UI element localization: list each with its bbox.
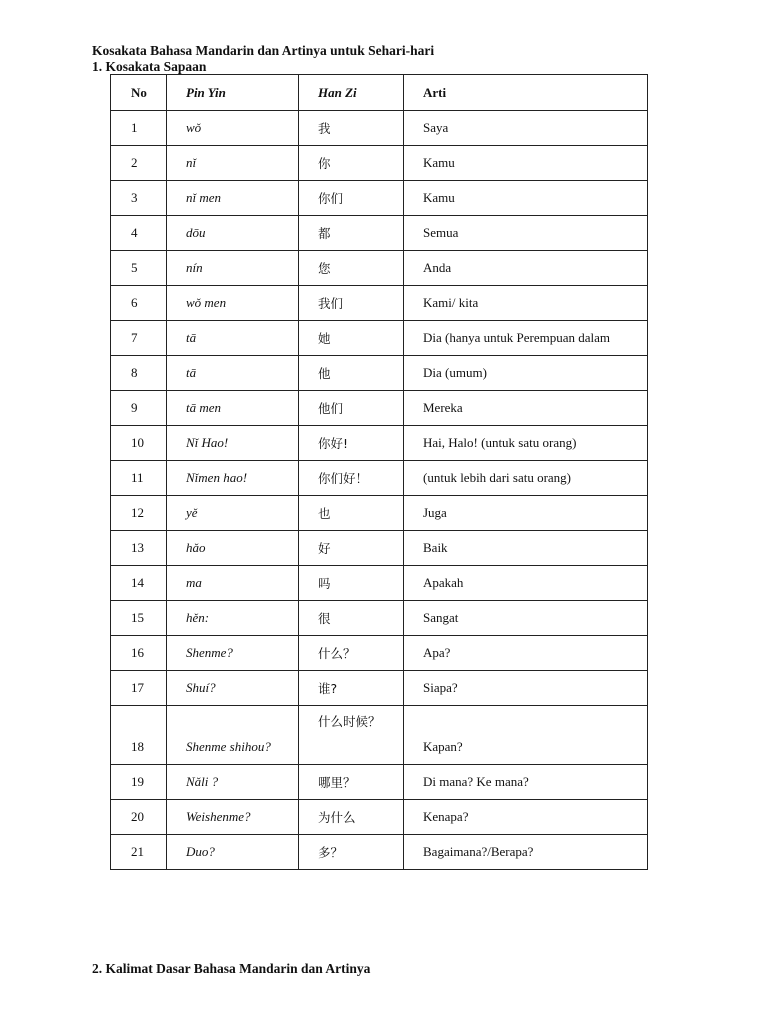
document-title: Kosakata Bahasa Mandarin dan Artinya untuk Sehari-hari — [92, 43, 435, 58]
cell-no: 4 — [111, 216, 167, 251]
cell-arti: Siapa? — [404, 671, 648, 706]
cell-pinyin: ma — [167, 566, 299, 601]
table-row — [111, 391, 648, 426]
cell-hanzi: 您 — [299, 251, 404, 286]
cell-arti: Di mana? Ke mana? — [404, 765, 648, 800]
table-row — [111, 286, 648, 321]
cell-arti: Bagaimana?/Berapa? — [404, 835, 648, 870]
column-header-pinyin: Pin Yin — [167, 75, 299, 111]
cell-no: 11 — [111, 461, 167, 496]
cell-no: 16 — [111, 636, 167, 671]
table-header-row — [111, 75, 648, 111]
cell-pinyin: wǒ — [167, 111, 299, 146]
table-row — [111, 706, 648, 765]
cell-no: 5 — [111, 251, 167, 286]
cell-hanzi: 谁? — [299, 671, 404, 706]
table-row — [111, 835, 648, 870]
cell-hanzi: 都 — [299, 216, 404, 251]
column-header-no: No — [111, 75, 167, 111]
cell-no: 10 — [111, 426, 167, 461]
cell-pinyin: tā — [167, 356, 299, 391]
cell-no: 19 — [111, 765, 167, 800]
cell-arti: Kamu — [404, 181, 648, 216]
cell-arti: Apa? — [404, 636, 648, 671]
cell-pinyin: tā men — [167, 391, 299, 426]
cell-arti: Mereka — [404, 391, 648, 426]
cell-hanzi: 吗 — [299, 566, 404, 601]
table-row — [111, 636, 648, 671]
cell-arti: Semua — [404, 216, 648, 251]
table-row — [111, 531, 648, 566]
cell-pinyin: Shuí? — [167, 671, 299, 706]
vocabulary-table — [110, 74, 648, 870]
cell-arti: (untuk lebih dari satu orang) — [404, 461, 648, 496]
cell-pinyin: dōu — [167, 216, 299, 251]
cell-hanzi: 好 — [299, 531, 404, 566]
table-row — [111, 461, 648, 496]
table-row — [111, 496, 648, 531]
cell-pinyin: Shenme? — [167, 636, 299, 671]
cell-hanzi: 我 — [299, 111, 404, 146]
cell-hanzi: 你们好！ — [299, 461, 404, 496]
table-row — [111, 146, 648, 181]
cell-arti: Kenapa? — [404, 800, 648, 835]
cell-hanzi: 很 — [299, 601, 404, 636]
cell-pinyin: nín — [167, 251, 299, 286]
table-row — [111, 426, 648, 461]
cell-hanzi: 我们 — [299, 286, 404, 321]
cell-no: 13 — [111, 531, 167, 566]
cell-hanzi: 什么时候？ — [299, 706, 404, 765]
cell-no: 17 — [111, 671, 167, 706]
cell-pinyin: tā — [167, 321, 299, 356]
cell-arti: Sangat — [404, 601, 648, 636]
table-row — [111, 601, 648, 636]
table-row — [111, 111, 648, 146]
cell-no: 21 — [111, 835, 167, 870]
cell-no: 8 — [111, 356, 167, 391]
column-header-arti: Arti — [404, 75, 648, 111]
table-row — [111, 181, 648, 216]
cell-arti: Apakah — [404, 566, 648, 601]
table-row — [111, 356, 648, 391]
section-heading-basic-sentences: 2. Kalimat Dasar Bahasa Mandarin dan Artinya — [92, 961, 371, 976]
cell-no: 18 — [111, 706, 167, 765]
cell-arti: Dia (hanya untuk Perempuan dalam — [404, 321, 648, 356]
section-heading-greetings: 1. Kosakata Sapaan — [92, 59, 207, 74]
cell-hanzi: 她 — [299, 321, 404, 356]
column-header-hanzi: Han Zi — [299, 75, 404, 111]
cell-pinyin: hěn: — [167, 601, 299, 636]
cell-no: 7 — [111, 321, 167, 356]
cell-hanzi: 什么？ — [299, 636, 404, 671]
cell-hanzi: 你 — [299, 146, 404, 181]
cell-hanzi: 你们 — [299, 181, 404, 216]
cell-hanzi: 他们 — [299, 391, 404, 426]
table-body — [111, 111, 648, 870]
cell-pinyin: Shenme shihou? — [167, 706, 299, 765]
cell-arti: Kapan? — [404, 706, 648, 765]
cell-no: 3 — [111, 181, 167, 216]
cell-arti: Dia (umum) — [404, 356, 648, 391]
cell-hanzi: 多？ — [299, 835, 404, 870]
cell-no: 15 — [111, 601, 167, 636]
cell-arti: Baik — [404, 531, 648, 566]
cell-no: 9 — [111, 391, 167, 426]
cell-no: 12 — [111, 496, 167, 531]
table-row — [111, 321, 648, 356]
cell-no: 20 — [111, 800, 167, 835]
cell-pinyin: Weishenme? — [167, 800, 299, 835]
cell-pinyin: wǒ men — [167, 286, 299, 321]
cell-no: 1 — [111, 111, 167, 146]
cell-pinyin: nǐ men — [167, 181, 299, 216]
table-row — [111, 671, 648, 706]
cell-pinyin: nǐ — [167, 146, 299, 181]
cell-arti: Hai, Halo! (untuk satu orang) — [404, 426, 648, 461]
cell-arti: Anda — [404, 251, 648, 286]
cell-arti: Saya — [404, 111, 648, 146]
table-row — [111, 800, 648, 835]
cell-no: 6 — [111, 286, 167, 321]
cell-hanzi: 为什么 — [299, 800, 404, 835]
cell-pinyin: Nǎli ? — [167, 765, 299, 800]
cell-pinyin: Duo? — [167, 835, 299, 870]
cell-pinyin: Nǐ Hao! — [167, 426, 299, 461]
cell-hanzi: 也 — [299, 496, 404, 531]
table-row — [111, 566, 648, 601]
cell-hanzi: 你好! — [299, 426, 404, 461]
cell-hanzi: 他 — [299, 356, 404, 391]
cell-hanzi: 哪里？ — [299, 765, 404, 800]
cell-arti: Kamu — [404, 146, 648, 181]
cell-pinyin: hǎo — [167, 531, 299, 566]
cell-no: 14 — [111, 566, 167, 601]
cell-arti: Kami/ kita — [404, 286, 648, 321]
cell-no: 2 — [111, 146, 167, 181]
table-row — [111, 765, 648, 800]
table-row — [111, 216, 648, 251]
table-row — [111, 251, 648, 286]
cell-pinyin: Nǐmen hao! — [167, 461, 299, 496]
cell-pinyin: yě — [167, 496, 299, 531]
cell-arti: Juga — [404, 496, 648, 531]
